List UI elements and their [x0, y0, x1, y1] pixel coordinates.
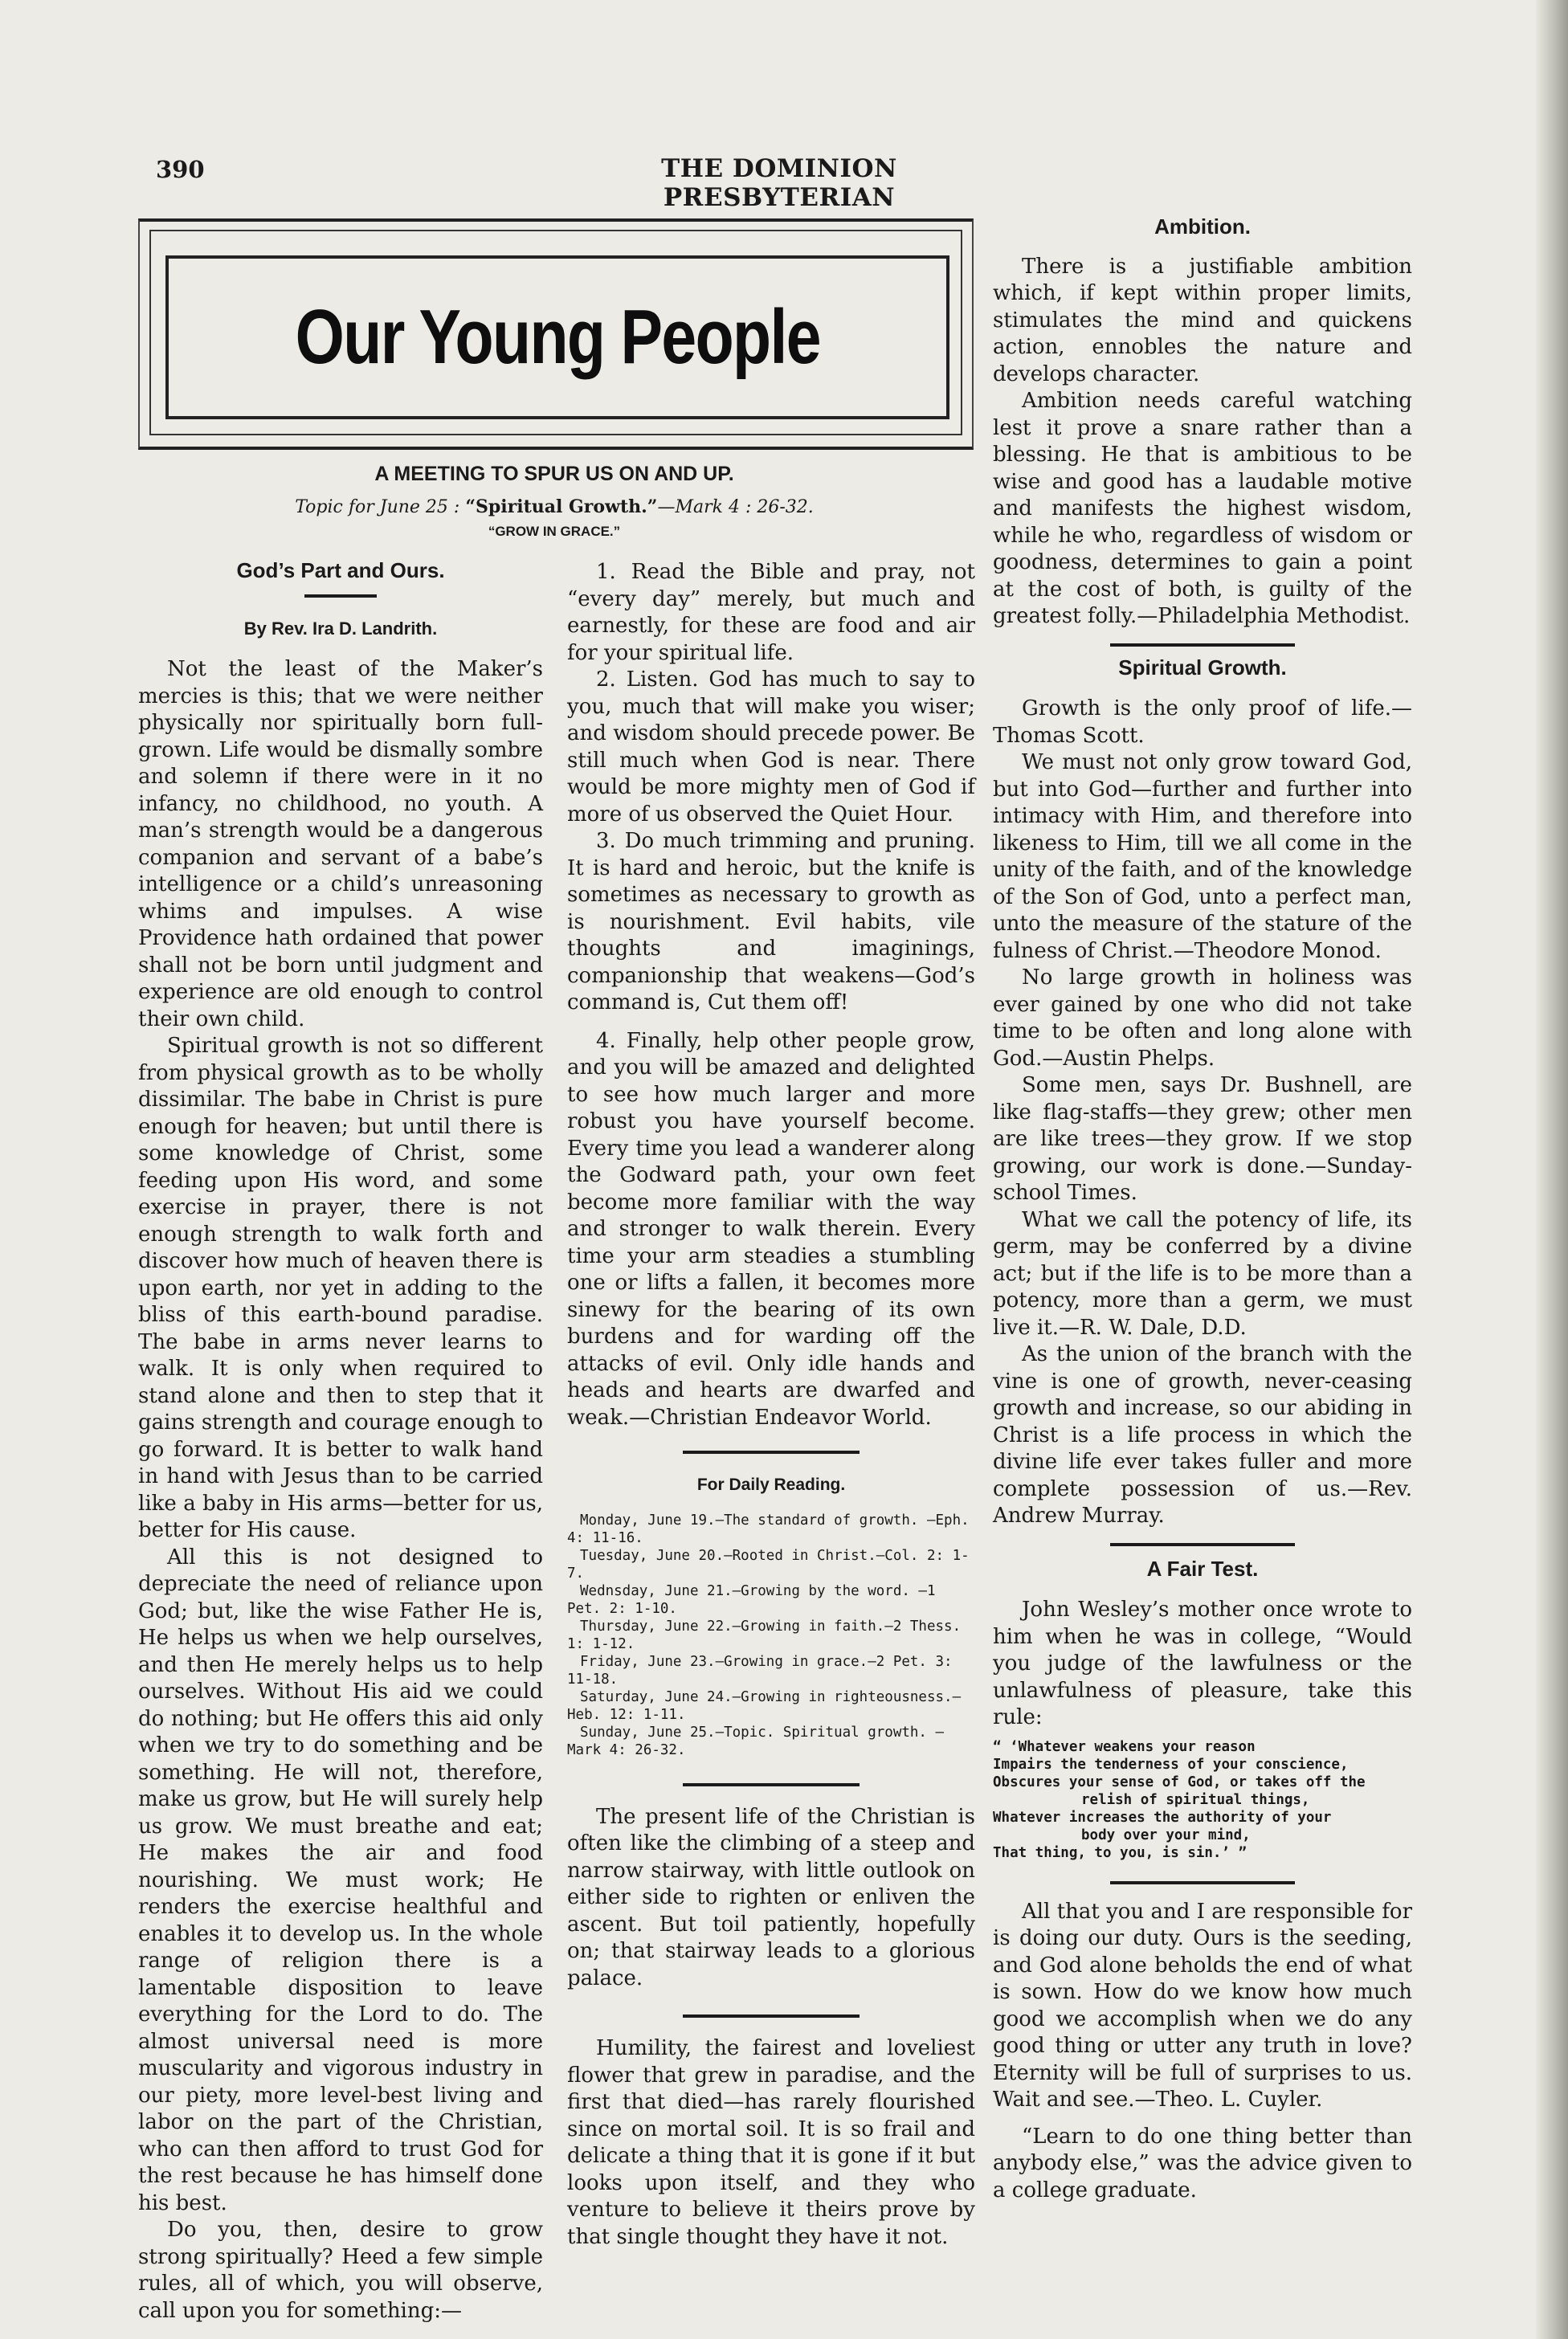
paragraph: As the union of the branch with the vine is one of growth, never-ceasing growth and increase, so our abiding in Christ is a life process in which the divine life ever takes fuller and more complete possession of us.—Rev. Andrew Murray.	[993, 1342, 1412, 1528]
article-heading: God’s Part and Ours.	[236, 558, 445, 582]
daily-reading-item: Saturday, June 24.—Growing in righteousness.—Heb. 12: 1-11.	[567, 1688, 962, 1723]
poem-line: Obscures your sense of God, or takes off the	[993, 1774, 1366, 1790]
poem-line: Whatever increases the authority of your	[993, 1809, 1332, 1826]
rule-item: 1. Read the Bible and pray, not “every day” merely, but much and earnestly, for these are food and air for your spiritual life.	[567, 560, 975, 665]
masthead-title: Our Young People	[295, 294, 820, 380]
rule-item: 3. Do much trimming and pruning. It is hard and heroic, but the knife is sometimes as necessary to growth as is nourishment. Evil habits, vile thoughts and imaginings, companionship that weakens—God’s command is, Cut them off!	[567, 829, 975, 1014]
poem-line: “ ‘Whatever weakens your reason	[993, 1738, 1256, 1755]
page-edge-shadow	[1536, 0, 1568, 2339]
daily-reading-item: Monday, June 19.—The standard of growth. —Eph. 4: 11-16.	[567, 1512, 970, 1546]
topic-title: “Spiritual Growth.”	[465, 496, 658, 517]
poem-line: That thing, to you, is sin.’ ”	[993, 1844, 1247, 1861]
page-number: 390	[156, 156, 205, 183]
column-right	[993, 214, 1412, 2204]
paragraph: The present life of the Christian is often like the climbing of a steep and narrow stairway, with little outlook on either side to righten or enliven the ascent. But toil patiently, hopefully on; that stairway leads to a glorious palace.	[567, 1804, 975, 1990]
paragraph: No large growth in holiness was ever gained by one who did not take time to be often and long alone with God.—Austin Phelps.	[993, 965, 1412, 1071]
daily-reading-item: Sunday, June 25.—Topic. Spiritual growth. —Mark 4: 26-32.	[567, 1724, 945, 1758]
paragraph: Spiritual growth is not so different from physical growth as to be wholly dissimilar. The babe in Christ is pure enough for heaven; but until there is some knowledge of Christ, some feeding upon His word, and some exercise in prayer, there is not enough strength to walk forth and discover how much of heaven there is upon earth, nor yet in adding to the bliss of this earth-bound paradise. The babe in arms never learns to walk. It is only when required to stand alone and then to step that it gains strength and courage enough to go forward. It is better to walk hand in hand with Jesus than to be carried like a baby in His arms—better for us, better for His cause.	[138, 1034, 543, 1542]
daily-reading-item: Wednsday, June 21.—Growing by the word. —1 Pet. 2: 1-10.	[567, 1582, 936, 1617]
paragraph: Growth is the only proof of life.—Thomas Scott.	[993, 696, 1412, 748]
poem	[993, 1738, 1412, 1862]
paragraph: Ambition needs careful watching lest it prove a snare rather than a blessing. He that is ambitious to be wise and good has a laudable motive and manifests the highest wisdom, while he who, regardless of wisdom or goodness, determines to gain a point at the cost of both, is guilty of the greatest folly.—Philadelphia Methodist.	[993, 389, 1412, 628]
paragraph: Some men, says Dr. Bushnell, are like flag-staffs—they grew; other men are like trees—they grow. If we stop growing, our work is done.—Sunday-school Times.	[993, 1073, 1412, 1205]
paragraph: Do you, then, desire to grow strong spiritually? Heed a few simple rules, all of which, you will observe, call upon you for something:—	[138, 2218, 543, 2323]
daily-reading-item: Thursday, June 22.—Growing in faith.—2 Thess. 1: 1-12.	[567, 1618, 962, 1652]
poem-line: relish of spiritual things,	[1081, 1791, 1310, 1808]
fair-test-heading: A Fair Test.	[1146, 1556, 1259, 1581]
paragraph: Humility, the fairest and loveliest flower that grew in paradise, and the first that died—has rarely flourished since on mortal soil. It is so frail and delicate a thing that it is gone if it but looks upon itself, and they who venture to believe it theirs prove by that single thought they have it not.	[567, 2036, 975, 2249]
heading-rule	[304, 594, 377, 598]
section-rule	[683, 1451, 860, 1454]
ambition-heading: Ambition.	[1154, 214, 1251, 239]
topic-line	[138, 496, 970, 517]
poem-line: Impairs the tenderness of your conscience,	[993, 1756, 1349, 1773]
topic-reference: —Mark 4 : 26-32.	[657, 497, 814, 517]
poem-line: body over your mind,	[1081, 1827, 1251, 1843]
paragraph: There is a justifiable ambition which, if kept within proper limits, stimulates the mind and quickens action, ennobles the nature and develops character.	[993, 254, 1412, 386]
running-head: THE DOMINION PRESBYTERIAN	[661, 154, 897, 212]
paragraph: All this is not designed to depreciate the need of reliance upon God; but, like the wise Father He is, He helps us when we help ourselves, and then He merely helps us to help ourselves. Without His aid we could do nothing; but He offers this aid only when we try to do something and be something. He will not, therefore, make us grow, but He will surely help us grow. We must breathe and eat; He makes the air and food nourishing. We must work; He renders the exercise healthful and enables it to develop us. In the whole range of religion there is a lamentable disposition to leave everything for the Lord to do. The almost universal need is more muscularity and vigorous industry in our piety, more level-best living and labor on the part of the Christian, who can then afford to trust God for the rest because he has himself done his best.	[138, 1545, 543, 2215]
daily-reading-list	[567, 1512, 975, 1759]
paragraph: Not the least of the Maker’s mercies is this; that we were neither physically nor spiritually born full-grown. Life would be dismally sombre and solemn if there were in it no infancy, no childhood, no youth. A man’s strength would be a dangerous companion and servant of a babe’s intelligence or a child’s unreasoning whims and impulses. A wise Providence hath ordained that power shall not be born until judgment and experience are old enough to control their own child.	[138, 657, 543, 1031]
masthead-box	[165, 255, 949, 419]
section-rule	[1110, 643, 1295, 647]
section-rule	[683, 1783, 860, 1786]
paragraph: John Wesley’s mother once wrote to him when he was in college, “Would you judge of the lawfulness or the unlawfulness of pleasure, take this rule:	[993, 1598, 1412, 1729]
paragraph: “Learn to do one thing better than anybody else,” was the advice given to a college graduate.	[993, 2124, 1412, 2202]
daily-reading-item: Friday, June 23.—Growing in grace.—2 Pet. 3: 11-18.	[567, 1653, 953, 1688]
motto: “GROW IN GRACE.”	[488, 524, 621, 539]
column-middle	[567, 559, 975, 2251]
paragraph: We must not only grow toward God, but into God—further and further into intimacy with Him, and therefore into likeness to Him, till we all come in the unity of the faith, and of the knowledge of the Son of God, unto a perfect man, unto the measure of the stature of the fulness of Christ.—Theodore Monod.	[993, 750, 1412, 963]
paragraph: All that you and I are responsible for is doing our duty. Ours is the seeding, and God alone beholds the end of what is sown. How do we know how much good we accomplish when we do any good thing or utter any truth in love? Eternity will be full of surprises to us. Wait and see.—Theo. L. Cuyler.	[993, 1899, 1412, 2112]
paragraph: What we call the potency of life, its germ, may be conferred by a divine act; but if the life is to be more than a potency, more than a germ, we must live it.—R. W. Dale, D.D.	[993, 1207, 1412, 1340]
daily-reading-heading: For Daily Reading.	[696, 1476, 846, 1494]
section-rule	[1110, 1881, 1295, 1884]
section-rule	[1110, 1543, 1295, 1546]
rule-item: 2. Listen. God has much to say to you, much that will make you wiser; and wisdom should precede power. Be still much when God is near. There would be more mighty men of God if more of us observed the Quiet Hour.	[567, 667, 975, 827]
byline: By Rev. Ira D. Landrith.	[243, 618, 438, 639]
rule-item: 4. Finally, help other people grow, and you will be amazed and delighted to see how much larger and more robust you have yourself become. Every time you lead a wanderer along the Godward path, your own feet become more familiar with the way and stronger to walk therein. Every time your arm steadies a stumbling one or lifts a fallen, it becomes more sinewy for the bearing of its own burdens and for warding off the attacks of evil. Only idle hands and heads and hearts are dwarfed and weak.—Christian Endeavor World.	[567, 1028, 975, 1430]
meeting-title: A MEETING TO SPUR US ON AND UP.	[374, 463, 734, 485]
section-rule	[683, 2014, 860, 2018]
topic-prefix: Topic for June 25 :	[295, 497, 460, 517]
daily-reading-item: Tuesday, June 20.—Rooted in Christ.—Col. 2: 1-7.	[567, 1547, 970, 1582]
column-left	[138, 557, 543, 2325]
spiritual-growth-heading: Spiritual Growth.	[1118, 655, 1287, 680]
